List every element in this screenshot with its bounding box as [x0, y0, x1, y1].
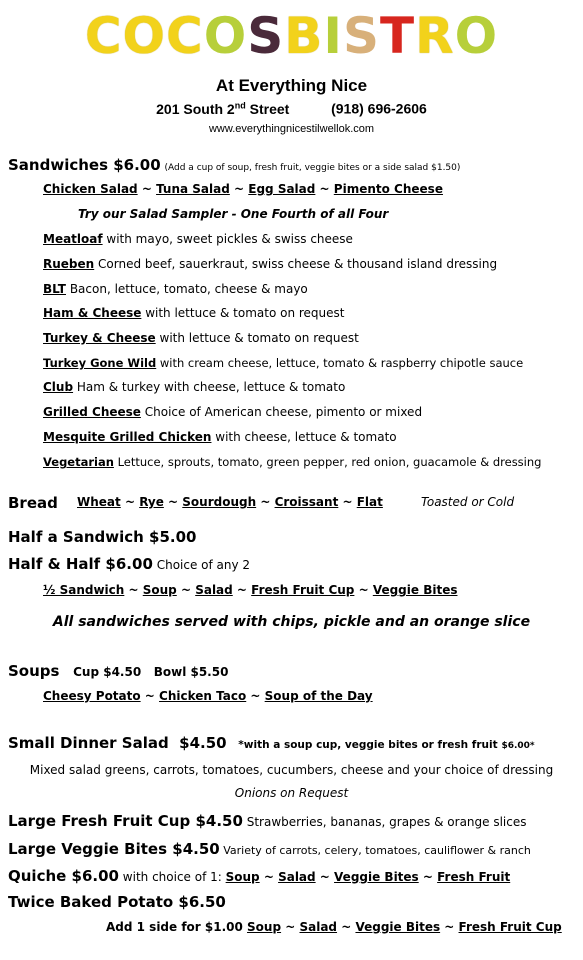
onions-note: Onions on Request — [234, 786, 349, 800]
half-choices: ½ Sandwich ~ Soup ~ Salad ~ Fresh Fruit Cup ~ Veggie Bites — [43, 583, 458, 597]
sandwiches-heading: Sandwiches $6.00 (Add a cup of soup, fresh fruit, veggie bites or a side salad $1.50) — [8, 156, 461, 174]
menu-item: Ham & Cheese with lettuce & tomato on request — [43, 306, 345, 320]
menu-item: Meatloaf with mayo, sweet pickles & swiss cheese — [43, 232, 353, 246]
salad-heading: Small Dinner Salad $4.50 *with a soup cup, veggie bites or fresh fruit $6.00* — [8, 734, 535, 752]
veggie-bites-item: Large Veggie Bites $4.50 Variety of carrots, celery, tomatoes, cauliflower & ranch — [8, 840, 531, 858]
menu-item: Rueben Corned beef, sauerkraut, swiss cheese & thousand island dressing — [43, 257, 498, 271]
logo-letter: O — [454, 7, 499, 65]
bread-options: Wheat ~ Rye ~ Sourdough ~ Croissant ~ Flat — [77, 495, 383, 509]
logo-letter: C — [166, 7, 204, 65]
soups-heading: Soups Cup $4.50 Bowl $5.50 — [8, 662, 229, 680]
menu-item: Vegetarian Lettuce, sprouts, tomato, green pepper, red onion, guacamole & dressing — [43, 455, 542, 469]
salad-sampler: Try our Salad Sampler - One Fourth of all Four — [78, 207, 389, 221]
logo-letter: S — [343, 7, 381, 65]
baked-potato-item: Twice Baked Potato $6.50 — [8, 893, 226, 911]
address: 201 South 2nd Street — [156, 100, 290, 117]
half-half-heading: Half & Half $6.00 Choice of any 2 — [8, 555, 251, 573]
bread-heading: Bread — [8, 494, 58, 512]
menu-item: Turkey Gone Wild with cream cheese, lettuce, tomato & raspberry chipotle sauce — [43, 356, 524, 370]
logo — [0, 8, 583, 64]
quiche-item: Quiche $6.00 with choice of 1: Soup ~ Salad ~ Veggie Bites ~ Fresh Fruit — [8, 867, 511, 885]
logo-letter: S — [247, 7, 285, 65]
address-line — [0, 100, 583, 117]
logo-letter: O — [203, 7, 248, 65]
menu-item: Mesquite Grilled Chicken with cheese, lettuce & tomato — [43, 430, 397, 444]
add-side-line: Add 1 side for $1.00 Soup ~ Salad ~ Veggie Bites ~ Fresh Fruit Cup — [106, 920, 562, 934]
menu-item: Grilled Cheese Choice of American cheese, pimento or mixed — [43, 405, 423, 419]
logo-letter: B — [284, 7, 324, 65]
fruit-cup-item: Large Fresh Fruit Cup $4.50 Strawberries, bananas, grapes & orange slices — [8, 812, 527, 830]
venue-name: At Everything Nice — [215, 76, 368, 95]
website-url: www.everythingnicestilwellok.com — [208, 123, 375, 135]
logo-letter: C — [84, 7, 123, 65]
menu-item: Club Ham & turkey with cheese, lettuce & tomato — [43, 380, 346, 394]
salad-options: Chicken Salad ~ Tuna Salad ~ Egg Salad ~ Pimento Cheese — [43, 182, 443, 196]
menu-item: BLT Bacon, lettuce, tomato, cheese & mayo — [43, 282, 308, 296]
soup-options: Cheesy Potato ~ Chicken Taco ~ Soup of the Day — [43, 689, 373, 703]
logo-letter: T — [380, 7, 416, 65]
menu-item: Turkey & Cheese with lettuce & tomato on request — [43, 331, 359, 345]
served-with-note: All sandwiches served with chips, pickle and an orange slice — [52, 614, 531, 630]
phone: (918) 696-2606 — [331, 100, 427, 117]
logo-letter: O — [122, 7, 167, 65]
half-sandwich-heading: Half a Sandwich $5.00 — [8, 528, 197, 546]
logo-letter: I — [323, 7, 344, 65]
salad-description: Mixed salad greens, carrots, tomatoes, cucumbers, cheese and your choice of dressing — [29, 763, 554, 777]
logo-letter: R — [415, 7, 455, 65]
bread-note: Toasted or Cold — [421, 495, 515, 509]
